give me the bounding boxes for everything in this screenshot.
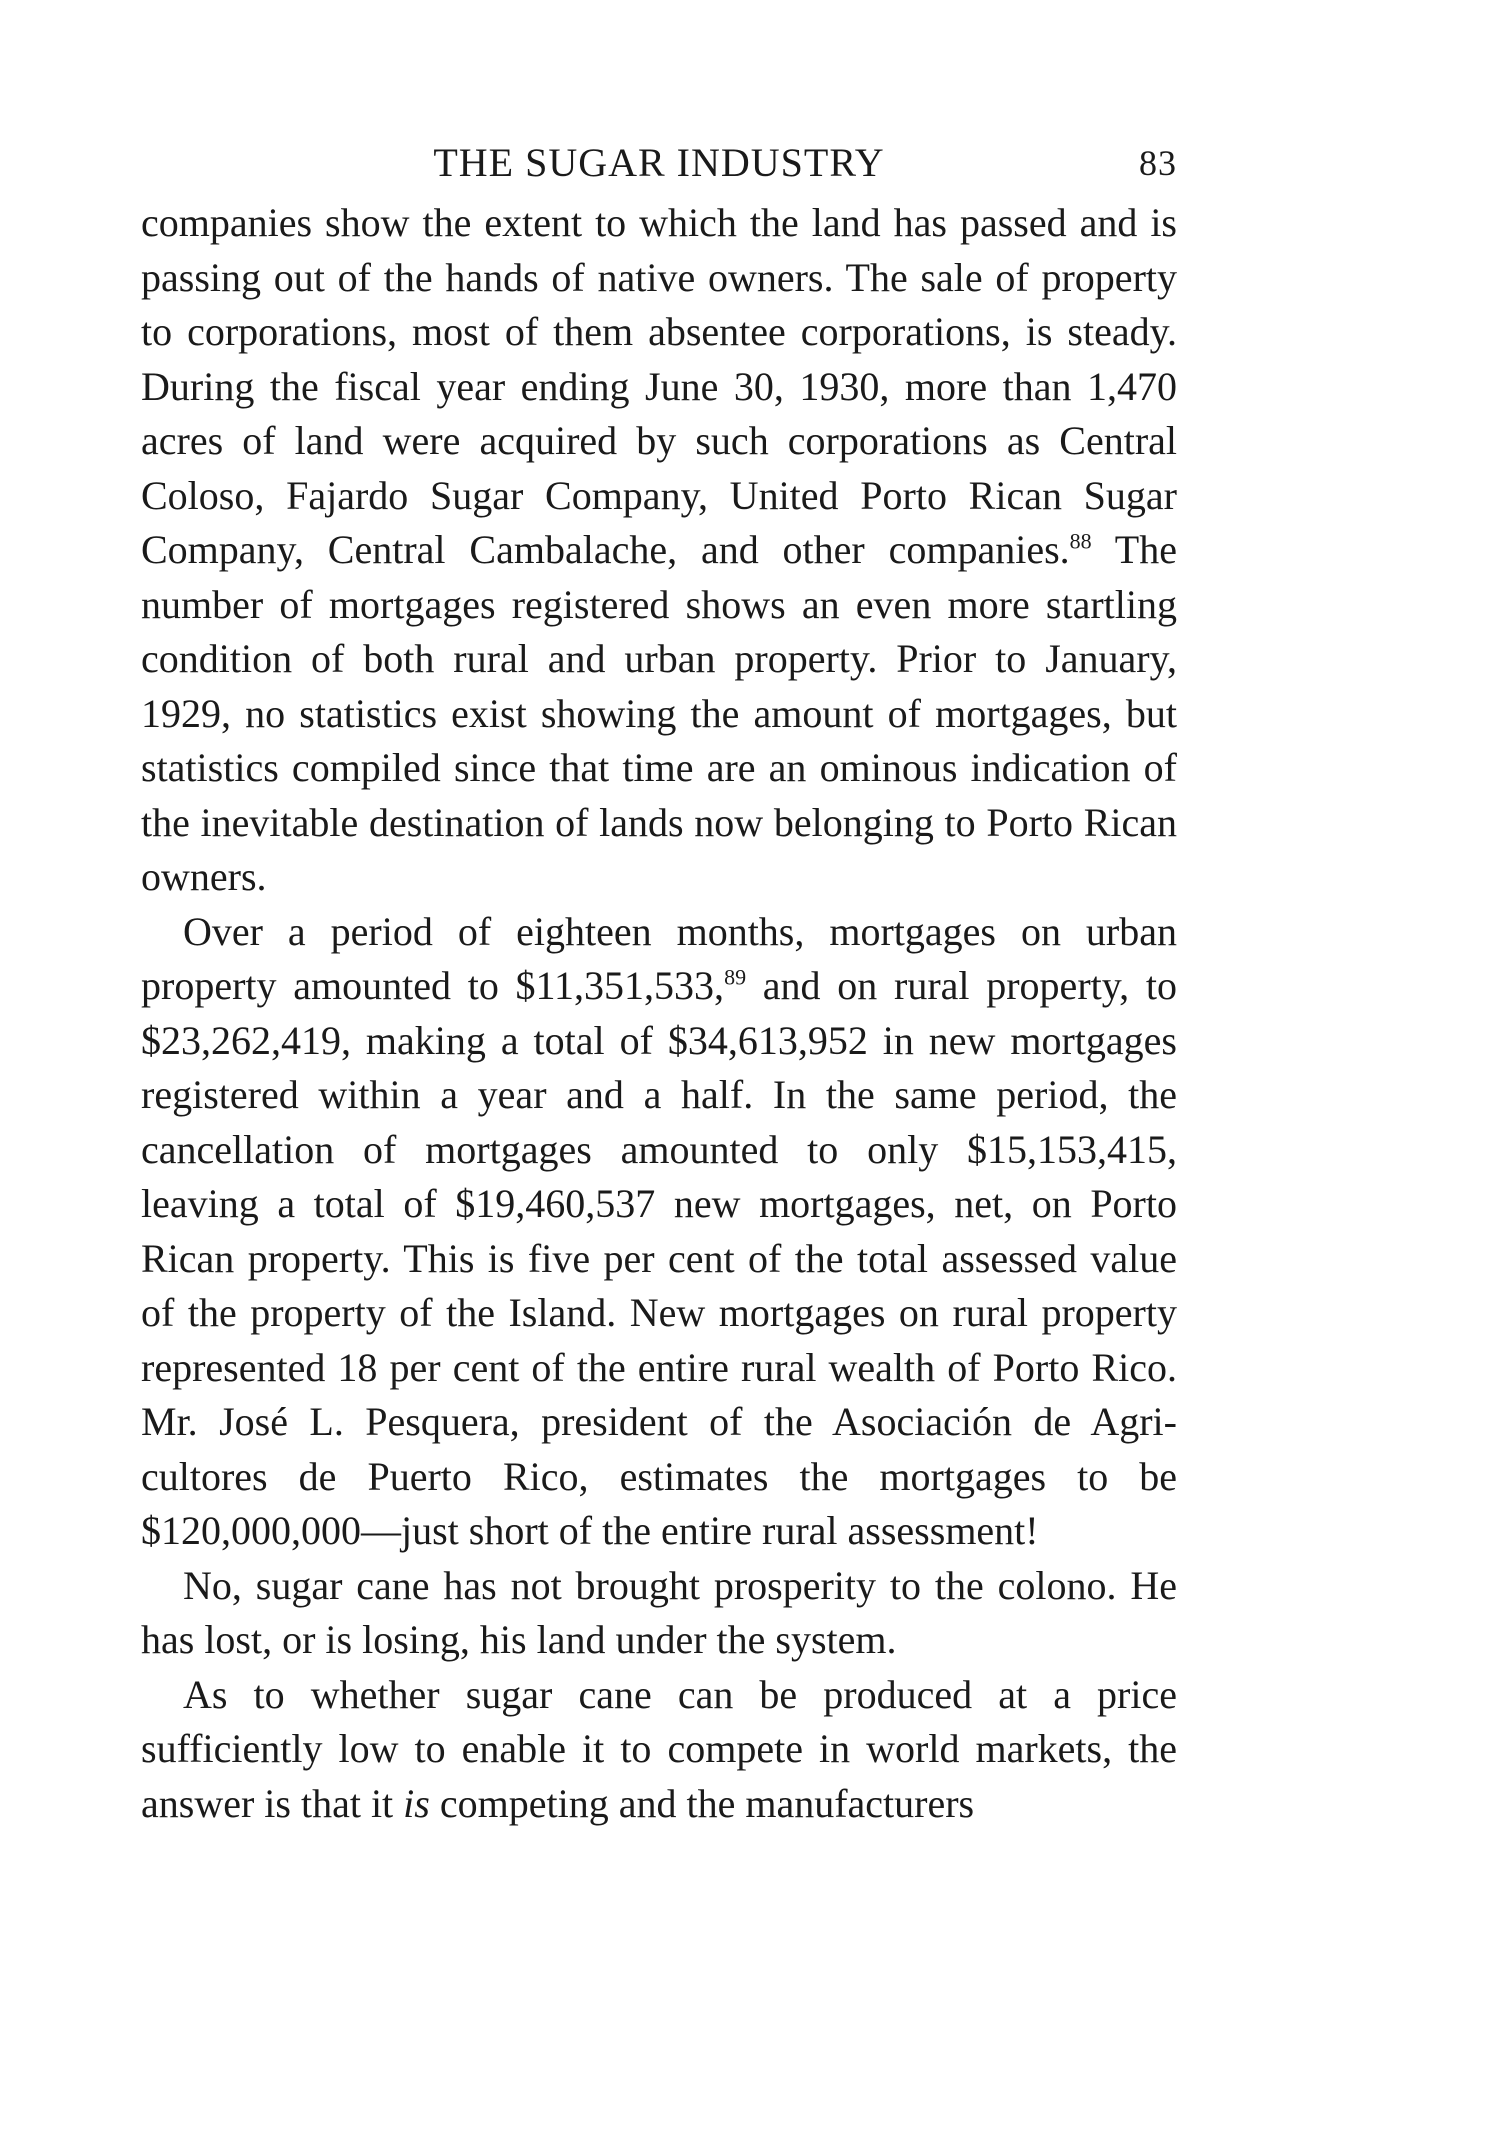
paragraph-1-text-a: companies show the extent to which the land has passed and is passing out of the hands of native owners. The sale of property to corporations, most of them absentee corporations, is steady. During the fiscal year ending June 30, 1930, more than 1,470 acres of land were acquired by such corporations as Central Coloso, Fajardo Sugar Company, United Porto Rican Sugar Company, Central Cambalache, and other companies. (141, 200, 1177, 572)
paragraph-4-text-b: competing and the manufacturers (429, 1780, 975, 1826)
page-number: 83 (1139, 143, 1177, 183)
running-head (141, 130, 1177, 196)
paragraph-2-text-b: and on rural property, to $23,262,419, making a total of $34,613,952 in new mortgages registered within a year and a half. In the same period, the cancellation of mortgages amounted to only $15,153,415, leaving a total of $19,460,537 new mortgages, net, on Porto Rican property. This is five per cent of the total assessed value of the property of the Island. New mortgages on rural property represented 18 per cent of the entire rural wealth of Porto Rico. Mr. José L. Pesquera, president of the Asociación de Agricultores de Puerto Rico, estimates the mortgages to be $120,000,000—just short of the entire rural assessment! (141, 963, 1177, 1553)
paragraph-1 (141, 196, 1177, 905)
paragraph-4-text-a: As to whether sugar cane can be produced at a price sufficiently low to enable it to compete in world markets, the answer is that it (141, 1671, 1177, 1826)
paragraph-1-text-b: The number of mortgages registered shows an even more startling condition of both rural and urban property. Prior to January, 1929, no statistics exist showing the amount of mortgages, but statistics compiled since that time are an ominous indication of the inevitable destination of lands now belonging to Porto Rican owners. (141, 527, 1177, 899)
footnote-ref-89: 89 (724, 964, 747, 990)
paragraph-3: No, sugar cane has not brought prosperity to the colono. He has lost, or is losing, his land under the system. (141, 1562, 1177, 1662)
book-page (141, 130, 1177, 1831)
footnote-ref-88: 88 (1069, 528, 1092, 554)
paragraph-2 (141, 905, 1177, 1559)
running-title: THE SUGAR INDUSTRY (433, 140, 885, 185)
paragraph-4-emphasis: is (403, 1780, 430, 1826)
body-text (141, 196, 1177, 1831)
paragraph-2-text-a: Over a period of eighteen months, mortgages on urban property amounted to $11,351,533, (141, 908, 1177, 1008)
paragraph-4 (141, 1668, 1177, 1832)
